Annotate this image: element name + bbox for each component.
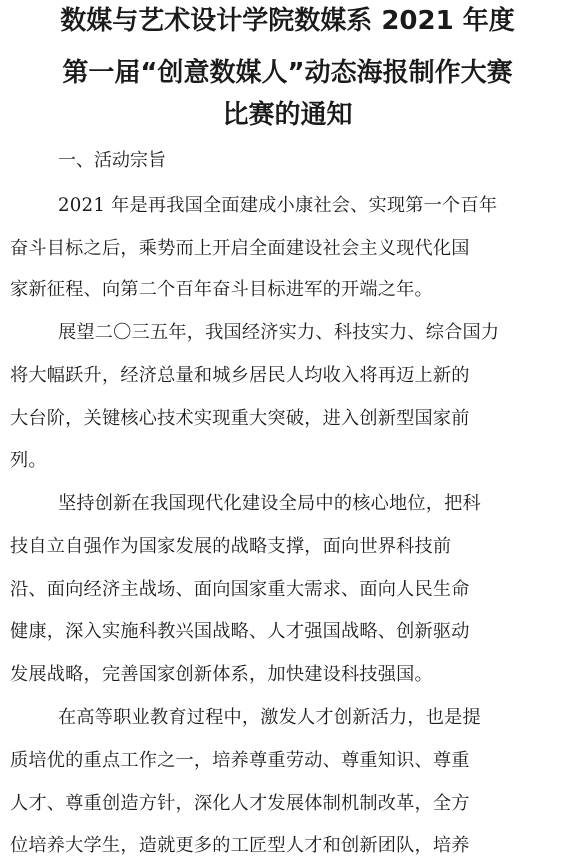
body-line: 沿、面向经济主战场、面向国家重大需求、面向人民生命	[10, 579, 470, 600]
document-title-line-2: 第一届“创意数媒人”动态海报制作大赛	[62, 58, 513, 88]
body-line: 2021 年是再我国全面建成小康社会、实现第一个百年	[58, 195, 498, 216]
body-line: 人才、尊重创造方针，深化人才发展体制机制改革，全方	[10, 793, 470, 814]
body-line: 技自立自强作为国家发展的战略支撑，面向世界科技前	[10, 536, 452, 557]
body-line: 质培优的重点工作之一，培养尊重劳动、尊重知识、尊重	[10, 750, 470, 771]
body-line: 奋斗目标之后，乘势而上开启全面建设社会主义现代化国	[10, 238, 470, 259]
body-line: 大台阶，关键核心技术实现重大突破，进入创新型国家前	[10, 408, 470, 429]
body-line: 健康，深入实施科教兴国战略、人才强国战略、创新驱动	[10, 621, 470, 642]
body-line: 列。	[10, 450, 47, 471]
body-line: 展望二〇三五年，我国经济实力、科技实力、综合国力	[58, 322, 500, 343]
body-line: 发展战略，完善国家创新体系，加快建设科技强国。	[10, 664, 433, 685]
section-heading: 一、活动宗旨	[58, 150, 166, 171]
body-line: 在高等职业教育过程中，激发人才创新活力，也是提	[58, 707, 481, 728]
body-line: 家新征程、向第二个百年奋斗目标进军的开端之年。	[10, 279, 433, 300]
document-title-line-3: 比赛的通知	[222, 100, 353, 130]
body-line: 将大幅跃升，经济总量和城乡居民人均收入将再迈上新的	[10, 365, 470, 386]
body-line: 坚持创新在我国现代化建设全局中的核心地位，把科	[58, 493, 481, 514]
body-line: 位培养大学生，造就更多的工匠型人才和创新团队，培养	[10, 835, 470, 856]
document-title-line-1: 数媒与艺术设计学院数媒系 2021 年度	[60, 6, 515, 36]
